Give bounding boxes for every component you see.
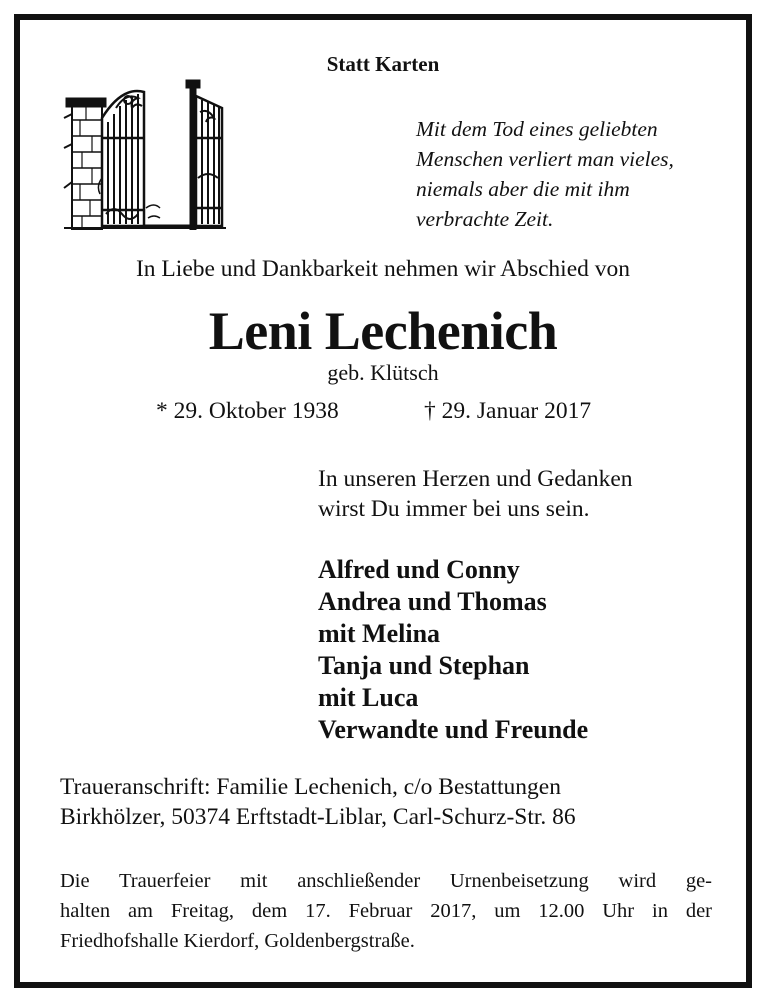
mourning-address bbox=[60, 772, 576, 832]
quote-line: niemals aber die mit ihm bbox=[416, 177, 630, 201]
right-gate-leaf bbox=[186, 80, 222, 230]
left-gate-leaf bbox=[102, 91, 144, 226]
quote-line: Menschen verliert man vieles, bbox=[416, 147, 674, 171]
ceremony-line: Die Trauerfeier mit anschließender Urnenbeisetzung wird ge- bbox=[60, 870, 712, 892]
mourner-line: Alfred und Conny bbox=[318, 555, 520, 584]
death-date: † 29. Januar 2017 bbox=[424, 398, 592, 424]
garden-gate-icon bbox=[62, 78, 228, 230]
left-pillar bbox=[64, 98, 106, 230]
address-line: Birkhölzer, 50374 Erftstadt-Liblar, Carl-Schurz-Str. 86 bbox=[60, 804, 576, 830]
deceased-name: Leni Lechenich bbox=[208, 301, 558, 361]
farewell-intro: In Liebe und Dankbarkeit nehmen wir Abschied von bbox=[135, 256, 631, 282]
mourner-line: mit Luca bbox=[318, 683, 419, 712]
memorial-quote bbox=[416, 114, 736, 234]
remembrance-line: In unseren Herzen und Gedanken bbox=[318, 466, 633, 492]
birth-name: geb. Klütsch bbox=[327, 360, 439, 385]
address-line: Traueranschrift: Familie Lechenich, c/o Bestattungen bbox=[60, 774, 561, 800]
mourner-line: Tanja und Stephan bbox=[318, 651, 530, 680]
quote-line: verbrachte Zeit. bbox=[416, 207, 554, 231]
remembrance-line: wirst Du immer bei uns sein. bbox=[318, 496, 590, 522]
mourner-line: Verwandte und Freunde bbox=[318, 715, 589, 744]
mourners-list bbox=[318, 554, 588, 746]
mourner-line: mit Melina bbox=[318, 619, 441, 648]
quote-line: Mit dem Tod eines geliebten bbox=[416, 117, 658, 141]
statt-karten-heading: Statt Karten bbox=[326, 52, 440, 76]
ceremony-notice bbox=[60, 866, 712, 956]
remembrance-text bbox=[318, 464, 633, 524]
mourner-line: Andrea und Thomas bbox=[318, 587, 547, 616]
ceremony-line: halten am Freitag, dem 17. Februar 2017, um 12.00 Uhr in der bbox=[60, 900, 712, 922]
ceremony-line: Friedhofshalle Kierdorf, Goldenbergstraße. bbox=[60, 930, 415, 952]
birth-date: * 29. Oktober 1938 bbox=[156, 398, 339, 424]
